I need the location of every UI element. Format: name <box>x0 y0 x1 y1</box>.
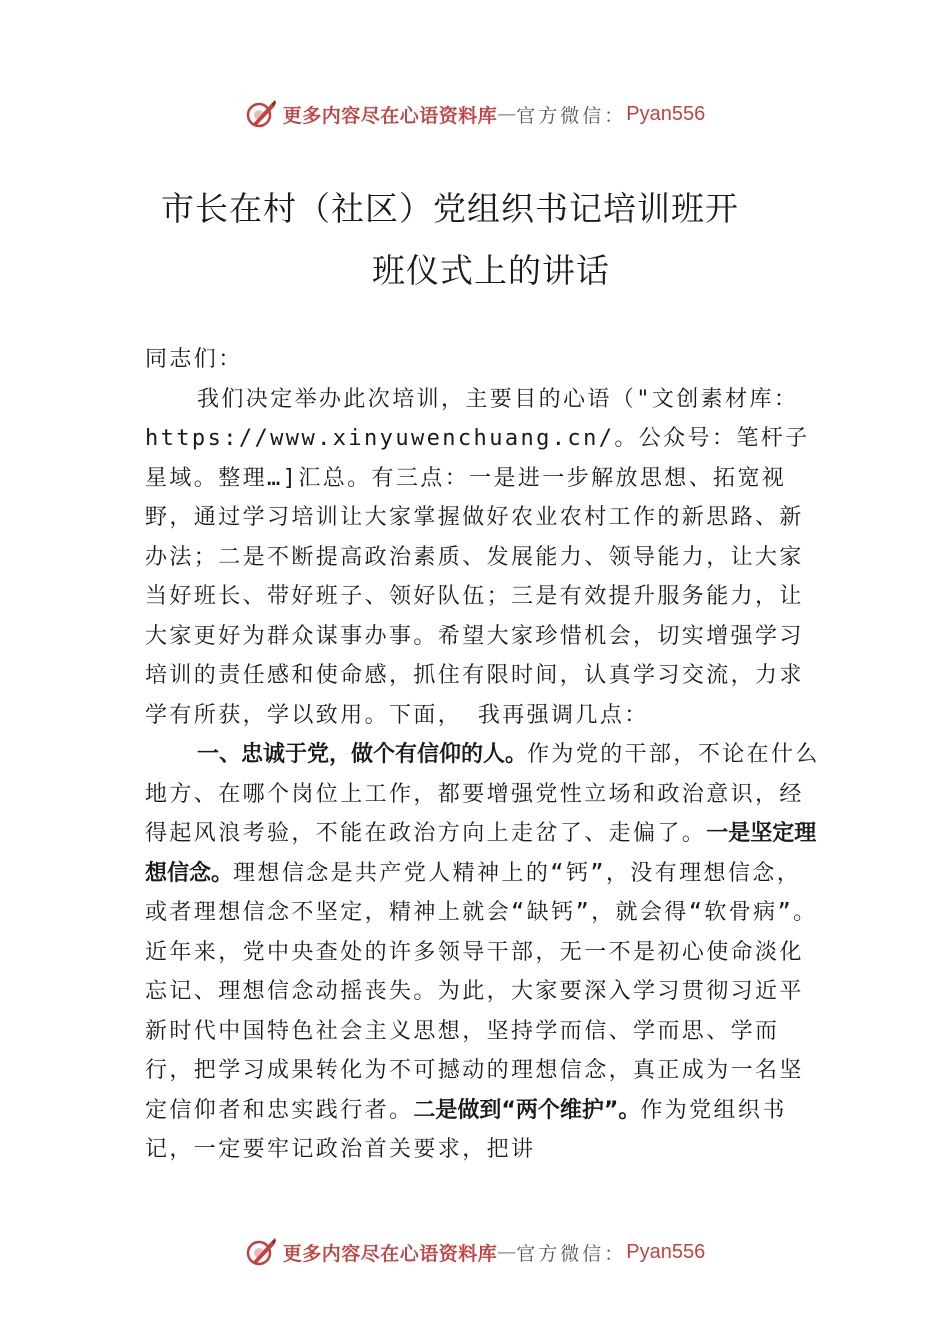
banner-wechat-account: Pyan556 <box>626 1240 706 1263</box>
document-body <box>145 340 825 1170</box>
banner-slogan: 更多内容尽在心语资料库 <box>282 104 498 127</box>
pen-logo-icon <box>245 1236 277 1268</box>
intro-paragraph: 我们决定举办此次培训，主要目的心语（"文创素材库：https://www.xinyuwenchuang.cn/。公众号：笔杆子星域。整理…]汇总。有三点：一是进一步解放思想、拓宽视野，通过学习培训让大家掌握做好农业农村工作的新思路、新办法；二是不断提高政治素质、发展能力、领导能力，让大家当好班长、带好班子、领好队伍；三是有效提升服务能力，让大家更好为群众谋事办事。希望大家珍惜机会，切实增强学习培训的责任感和使命感，抓住有限时间，认真学习交流，力求学有所获，学以致用。下面， 我再强调几点： <box>145 386 810 728</box>
banner-wechat-label: 官方微信： <box>516 104 627 127</box>
banner-wechat-label: 官方微信： <box>516 1242 627 1265</box>
title-line-2: 班仪式上的讲话 <box>372 251 610 290</box>
point-1-heading: 一是坚定理想信念。 <box>145 821 817 886</box>
section-1-text: 作为党的干部，不论在什么地方、在哪个岗位上工作，都要增强党性立场和政治意识，经得起风浪考验，不能在政治方向上走岔了、走偏了。 <box>145 742 820 846</box>
banner-slogan: 更多内容尽在心语资料库 <box>282 1242 498 1265</box>
section-1-paragraph <box>145 735 825 1170</box>
banner-dash: — <box>497 103 517 125</box>
header-banner <box>0 96 950 132</box>
banner-wechat-account: Pyan556 <box>626 102 706 125</box>
point-2-text: 作为党组织书记，一定要牢记政治首关要求，把讲 <box>145 1097 787 1162</box>
section-1-heading: 一、忠诚于党，做个有信仰的人。 <box>197 742 528 767</box>
point-1-text: 理想信念是共产党人精神上的“钙”，没有理想信念，或者理想信念不坚定，精神上就会“缺钙”，就会得“软骨病”。近年来，党中央查处的许多领导干部，无一不是初心使命淡化忘记、理想信念动摇丧失。为此，大家要深入学习贯彻习近平新时代中国特色社会主义思想，坚持学而信、学而思、学而行，把学习成果转化为不可撼动的理想信念，真正成为一名坚定信仰者和忠实践行者。 <box>145 860 818 1123</box>
pen-logo-icon <box>245 98 277 130</box>
title-line-1: 市长在村（社区）党组织书记培训班开 <box>161 189 739 228</box>
point-2-heading: 二是做到“两个维护”。 <box>413 1097 641 1123</box>
salutation: 同志们： <box>145 347 243 372</box>
footer-banner <box>0 1234 950 1270</box>
banner-dash: — <box>497 1241 517 1263</box>
